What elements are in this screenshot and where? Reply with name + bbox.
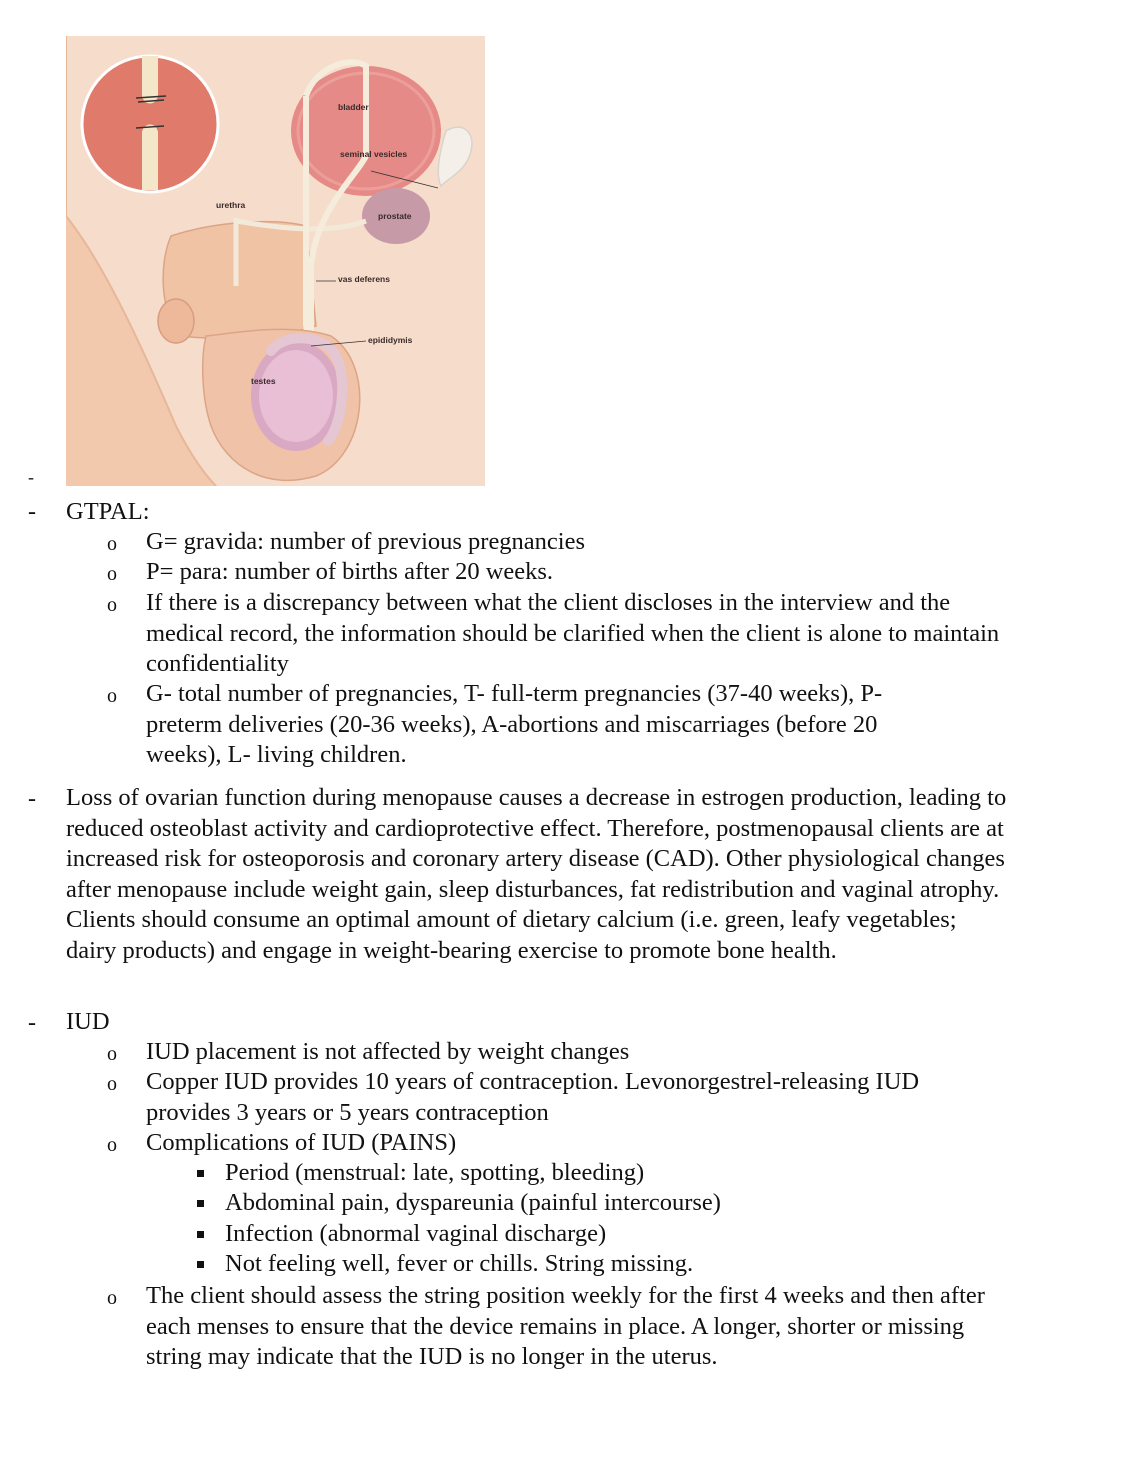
empty-list-dash: - [28,467,34,487]
circle-bullet: o [107,1287,117,1309]
square-bullet [197,1261,204,1268]
pains-item-not-feeling-well: Not feeling well, fever or chills. String missing. [225,1250,694,1277]
gtpal-item-para: P= para: number of births after 20 weeks. [146,558,554,585]
circle-bullet: o [107,594,117,616]
dash-bullet: - [28,1010,36,1036]
circle-bullet: o [107,533,117,555]
label-vas-deferens: vas deferens [338,274,390,284]
label-testes: testes [251,376,276,386]
pains-item-abdominal: Abdominal pain, dyspareunia (painful intercourse) [225,1189,721,1216]
dash-bullet: - [28,786,36,812]
iud-item-duration: Copper IUD provides 10 years of contraception. Levonorgestrel-releasing IUD provides 3 years or 5 years contraception [146,1068,920,1126]
menopause-paragraph: Loss of ovarian function during menopause causes a decrease in estrogen production, leading to reduced osteoblast activity and cardioprotective effect. Therefore, postmenopausal clients are at increased risk for osteoporosis and coronary artery disease (CAD). Other physiological changes after menopause include weight gain, sleep disturbances, fat redistribution and vaginal atrophy. Clients should consume an optimal amount of dietary calcium (i.e. green, leafy vegetables; dairy products) and engage in weight-bearing exercise to promote bone health. [66,784,1007,964]
pains-item-infection: Infection (abnormal vaginal discharge) [225,1220,607,1247]
square-bullet [197,1170,204,1177]
circle-bullet: o [107,563,117,585]
gtpal-item-discrepancy: If there is a discrepancy between what the client discloses in the interview and the medical record, the information should be clarified when the client is alone to maintain confidentiality [146,589,1000,677]
gtpal-heading: GTPAL: [66,498,150,525]
vasectomy-anatomy-illustration [66,36,485,486]
label-bladder: bladder [338,102,369,112]
label-epididymis: epididymis [368,335,413,345]
label-seminal-vesicles: seminal vesicles [340,149,408,159]
label-urethra: urethra [216,200,246,210]
iud-heading: IUD [66,1008,110,1035]
dash-bullet: - [28,499,36,525]
iud-item-complications: Complications of IUD (PAINS) [146,1129,457,1156]
pains-item-period: Period (menstrual: late, spotting, bleeding) [225,1159,645,1186]
circle-bullet: o [107,685,117,707]
gtpal-item-gravida: G= gravida: number of previous pregnancies [146,528,586,555]
label-prostate: prostate [378,211,412,221]
iud-item-weight: IUD placement is not affected by weight changes [146,1038,630,1065]
square-bullet [197,1231,204,1238]
circle-bullet: o [107,1073,117,1095]
iud-item-string-check: The client should assess the string position weekly for the first 4 weeks and then after each menses to ensure that the device remains in place. A longer, shorter or missing string may indicate that the IUD is no longer in the uterus. [146,1282,985,1370]
circle-bullet: o [107,1043,117,1065]
gtpal-item-definitions: G- total number of pregnancies, T- full-term pregnancies (37-40 weeks), P- preterm deliveries (20-36 weeks), A-abortions and miscarriages (before 20 weeks), L- living children. [146,680,883,768]
square-bullet [197,1200,204,1207]
circle-bullet: o [107,1134,117,1156]
